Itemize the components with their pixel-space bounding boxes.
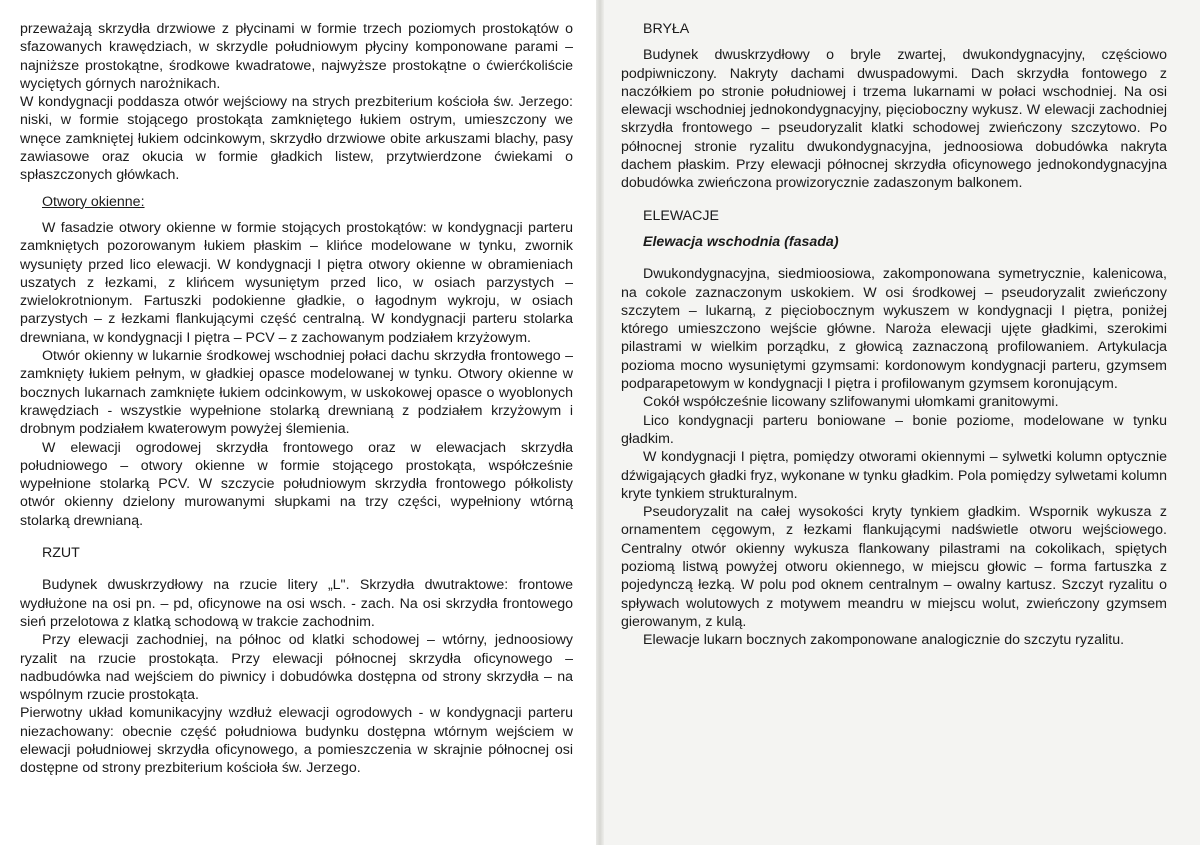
heading-window-openings-text: Otwory okienne: [42,193,145,210]
book-binding-gutter [596,0,604,845]
paragraph-plinth: Cokół współcześnie licowany szlifowanymi ułomkami granitowymi. [643,394,1059,411]
right-page [600,0,1200,845]
paragraph-first-floor-columns: W kondygnacji I piętra, pomiędzy otworami okiennymi – sylwetki kolumn optycznie dźwigających gładki fryz, wykonane w tynku gładkim. Pola pomiędzy sylwetami kolumn kryte tynkiem strukturalnym. [621,449,1167,502]
paragraph-dormer-windows: Otwór okienny w lukarnie środkowej wschodniej połaci dachu skrzydła frontowego – zamknięty łukiem pełnym, w gładkiej opasce modelowanej w tynku. Otwory okienne w bocznych lukarnach zamknięte łukiem odcinkowym, w uskokowej opasce o wyoblonych krawędziach - wszystkie wypełnione stolarką drewnianą z podziałem krzyżowym i drobnym podziałem kwaterowym powyżej ślemienia. [20,348,573,438]
paragraph-side-dormers: Elewacje lukarn bocznych zakomponowane analogicznie do szczytu ryzalitu. [643,632,1125,649]
paragraph-facade-windows: W fasadzie otwory okienne w formie stojących prostokątów: w kondygnacji parteru zamkniętych pozorowanym łukiem płaskim – klińce modelowane w tynku, zwornik wysunięty przed lico elewacji. W kondygnacji I piętra otwory okienne w obramieniach uszatych z łezkami, z klińcem wysuniętym przed lico, w osiach parzystych – zwielokrotnionym. Fartuszki podokienne gładkie, o łagodnym wykroju, w osiach parzystych – z łezkami flankującymi część centralną. W kondygnacji parteru stolarka drewniana, w kondygnacji I piętra – PCV – z zachowanym podziałem krzyżowym. [20,219,573,346]
heading-rzut: RZUT [42,545,80,562]
heading-bryla: BRYŁA [643,21,690,37]
left-text-column [20,20,573,778]
heading-east-elevation: Elewacja wschodnia (fasada) [643,233,839,250]
paragraph-doors-continued: przeważają skrzydła drzwiowe z płycinami w formie trzech poziomych prostokątów o sfazowanych krawędziach, w skrzydle południowym płyciny komponowane parami – najniższe prostokątne, środkowe kwadratowe, najwyższe prostokątne o ćwierćkoliście wyciętych górnych narożnikach. [20,21,573,92]
paragraph-pseudoryzalit: Pseudoryzalit na całej wysokości kryty tynkiem gładkim. Wspornik wykusza z ornamentem cęgowym, z łezkami flankującymi nadświetle otworu wejściowego. Centralny otwór okienny wykusza flankowany pilastrami na cokolikach, spiętych poziomą listwą powyżej otworu okiennego, w miejscu głowic – forma fartuszka z pojedynczą łezką. W polu pod oknem centralnym – owalny kartusz. Szczyt ryzalitu o spływach wolutowych z motywem meandru w miejscu wolut, zwieńczony gzymsem gierowanym, z kulą. [621,504,1167,630]
paragraph-east-elevation: Dwukondygnacyjna, siedmioosiowa, zakomponowana symetrycznie, kalenicowa, na cokole zaznaczonym uskokiem. W osi środkowej – pseudoryzalit zwieńczony szczytem – lukarną, z pięciobocznym wykuszem w kondygnacji I piętra, poniżej którego umieszczono wejście główne. Naroża elewacji ujęte gładkimi, szerokimi pilastrami w wielkim porządku, z głowicą zaznaczoną profilowaniem. Artykulacja pozioma mocno wysuniętymi gzymsami: kordonowym kondygnacji parteru, gzymsem podparapetowym w kondygnacji I piętra i profilowanym gzymsem koronującym. [621,266,1167,393]
heading-elewacje: ELEWACJE [643,207,719,224]
paragraph-garden-windows: W elewacji ogrodowej skrzydła frontowego oraz w elewacjach skrzydła południowego – otwory okienne w formie stojącego prostokąta, współcześnie wypełnione stolarką PCV. W szczycie południowym skrzydła frontowego półkolisty otwór okienny dzielony murowanymi słupkami na trzy części, wypełniony wtórną stolarką drewnianą. [20,439,573,529]
paragraph-ground-floor-face: Lico kondygnacji parteru boniowane – bonie poziome, modelowane w tynku gładkim. [621,412,1167,447]
right-text-column [621,20,1167,650]
paragraph-communication: Pierwotny układ komunikacyjny wzdłuż elewacji ogrodowych - w kondygnacji parteru niezachowany: obecnie część południowa budynku dostępna wtórnym wejściem w elewacji południowej skrzydła oficynowego, a pomieszczenia w skrajnie północnej osi dostępne od strony prezbiterium kościoła św. Jerzego. [20,705,573,777]
heading-window-openings [20,193,573,211]
paragraph-building-mass: Budynek dwuskrzydłowy o bryle zwartej, dwukondygnacyjny, częściowo podpiwniczony. Nakryty dachami dwuspadowymi. Dach skrzydła fontowego z naczółkiem po stronie południowej i trzema lukarnami w połaci wschodniej. Na osi elewacji wschodniej jednokondygnacyjny, pięcioboczny wykusz. W elewacji zachodniej skrzydła frontowego – pseudoryzalit klatki schodowej zwieńczony szczytowo. Po północnej stronie ryzalitu dwukondygnacyjna, jednoosiowa dobudówka nakryta dachem płaskim. Przy elewacji północnej skrzydła oficynowego jednokondygnacyjna dobudówka zwieńczona prowizorycznie zadaszonym balkonem. [621,47,1167,192]
paragraph-plan-additions: Przy elewacji zachodniej, na północ od klatki schodowej – wtórny, jednoosiowy ryzalit na rzucie prostokąta. Przy elewacji północnej skrzydła oficynowego – nadbudówka nad wejściem do piwnicy i dobudówka dostępna od strony skrzydła – na wspólnym rzucie prostokąta. [20,632,573,704]
paragraph-plan-layout: Budynek dwuskrzydłowy na rzucie litery „L". Skrzydła dwutraktowe: frontowe wydłużone na osi pn. – pd, oficynowe na osi wsch. - zach. Na osi skrzydła frontowego sień przelotowa z klatką schodową w trakcie zachodnim. [20,577,573,630]
paragraph-attic-entrance: W kondygnacji poddasza otwór wejściowy na strych prezbiterium kościoła św. Jerzego: niski, w formie stojącego prostokąta zamkniętego łukiem ostrym, umieszczony we wnęce zamkniętej łukiem odcinkowym, skrzydło drzwiowe obite arkuszami blachy, pasy zawiasowe oraz okucia w formie gładkich listew, przytwierdzone ćwiekami o spłaszczonych główkach. [20,94,573,184]
